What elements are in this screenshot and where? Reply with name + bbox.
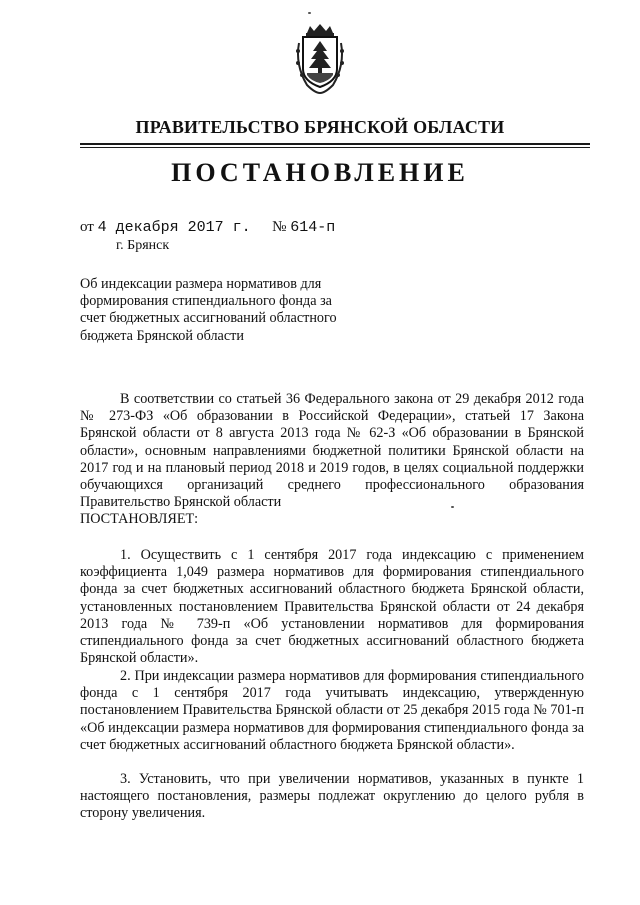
scan-speck [451, 506, 454, 508]
document-subject: Об индексации размера нормативов для формирования стипендиального фонда за счет бюджетных ассигнований областного бюджета Брянской области [80, 276, 337, 344]
preamble-paragraph: В соответствии со статьей 36 Федерального закона от 29 декабря 2012 года № 273-ФЗ «Об образовании в Российской Федерации», статьей 17 Закона Брянской области от 8 августа 2013 года № 62-З «Об образовании в Брянской области», основным направлениями бюджетной политики Брянской области на 2017 год и на плановый период 2018 и 2019 годов, в целях социальной поддержки обучающихся организаций среднего профессионального образования Правительство Брянской области [80, 391, 584, 511]
number-prefix: № [272, 219, 287, 235]
resolves-line: ПОСТАНОВЛЯЕТ: [80, 511, 199, 527]
clause-1: 1. Осуществить с 1 сентября 2017 года индексацию с применением коэффициента 1,049 размера нормативов для формирования стипендиального фонда за счет бюджетных ассигнований областного бюджета Брянской области, установленных постановлением Правительства Брянской области от 24 декабря 2013 года № 739-п «Об установлении нормативов для формирования стипендиального фонда за счет бюджетных ассигнований областного бюджета Брянской области». [80, 547, 584, 667]
header-rule-thick [80, 143, 590, 145]
document-city: г. Брянск [116, 238, 170, 253]
coat-of-arms-emblem [293, 23, 347, 95]
government-title: ПРАВИТЕЛЬСТВО БРЯНСКОЙ ОБЛАСТИ [135, 117, 505, 137]
document-number: 614-п [290, 219, 336, 236]
document-date: 4 декабря 2017 г. [97, 219, 251, 236]
scan-speck [308, 12, 311, 14]
date-prefix: от [80, 219, 94, 235]
clause-3: 3. Установить, что при увеличении нормативов, указанных в пункте 1 настоящего постановления, размеры подлежат округлению до целого рубля в сторону увеличения. [80, 771, 584, 822]
header-rule-thin [80, 147, 590, 148]
date-number-line [80, 219, 335, 236]
document-type-heading: ПОСТАНОВЛЕНИЕ [171, 158, 469, 187]
clause-2: 2. При индексации размера нормативов для формирования стипендиального фонда с 1 сентября 2017 года учитывать индексацию, утвержденную постановлением Правительства Брянской области от 25 декабря 2015 года № 701-п «Об индексации размера нормативов для формирования стипендиального фонда за счет бюджетных ассигнований областного бюджета Брянской области». [80, 668, 584, 753]
